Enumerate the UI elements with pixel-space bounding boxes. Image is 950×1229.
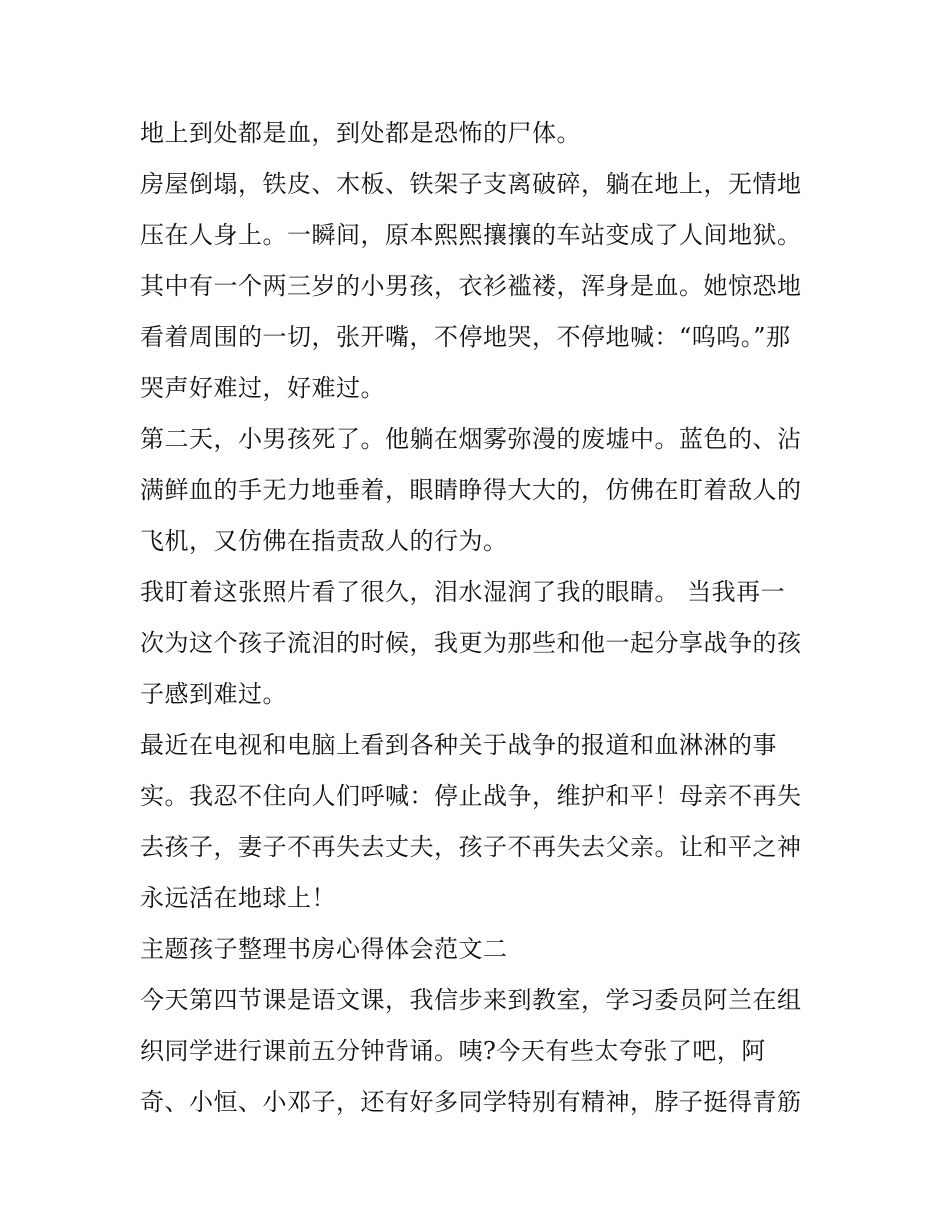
section-heading: 主题孩子整理书房心得体会范文二 (140, 935, 508, 963)
text-line: 满鲜血的手无力地垂着，眼睛睁得大大的，仿佛在盯着敌人的 (140, 476, 802, 504)
text-line: 奇、小恒、小邓子，还有好多同学特别有精神，脖子挺得青筋 (140, 1088, 802, 1116)
text-line: 子感到难过。 (140, 680, 287, 708)
document-text-body (140, 108, 820, 1128)
text-line: 地上到处都是血，到处都是恐怖的尸体。 (140, 119, 581, 147)
text-line: 哭声好难过，好难过。 (140, 374, 385, 402)
text-line: 房屋倒塌，铁皮、木板、铁架子支离破碎，躺在地上，无情地 (140, 170, 802, 198)
text-line: 我盯着这张照片看了很久，泪水湿润了我的眼睛。 当我再一 (140, 578, 786, 606)
text-line: 今天第四节课是语文课，我信步来到教室，学习委员阿兰在组 (140, 986, 802, 1014)
text-line: 压在人身上。一瞬间，原本熙熙攘攘的车站变成了人间地狱。 (140, 221, 802, 249)
text-line: 去孩子，妻子不再失去丈夫，孩子不再失去父亲。让和平之神 (140, 833, 802, 861)
text-line: 次为这个孩子流泪的时候，我更为那些和他一起分享战争的孩 (140, 629, 802, 657)
text-line: 其中有一个两三岁的小男孩，衣衫褴褛，浑身是血。她惊恐地 (140, 272, 802, 300)
text-line: 实。我忍不住向人们呼喊：停止战争，维护和平！母亲不再失 (140, 782, 802, 810)
text-line: 飞机，又仿佛在指责敌人的行为。 (140, 527, 508, 555)
text-line: 永远活在地球上！ (140, 884, 336, 912)
text-line: 看着周围的一切，张开嘴，不停地哭，不停地喊：“呜呜。”那 (140, 323, 791, 351)
text-line: 第二天，小男孩死了。他躺在烟雾弥漫的废墟中。蓝色的、沾 (140, 425, 802, 453)
text-line: 最近在电视和电脑上看到各种关于战争的报道和血淋淋的事 (140, 731, 777, 759)
text-line: 织同学进行课前五分钟背诵。咦?今天有些太夸张了吧，阿 (140, 1037, 766, 1065)
